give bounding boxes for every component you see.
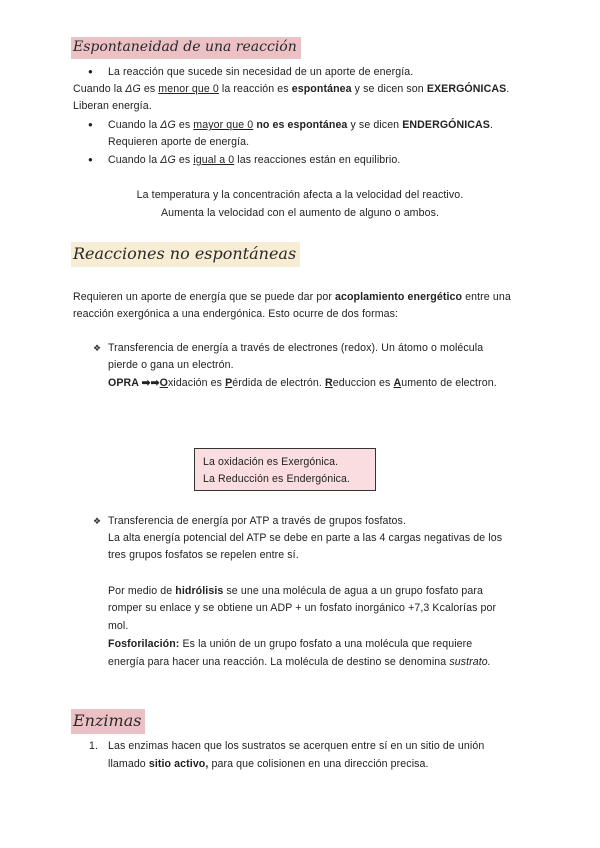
hidrolisis-text: romper su enlace y se obtiene un ADP + un fosfato inorgánico +7,3 Kcalorías por [108, 602, 497, 614]
oxidation-reduction-box [194, 448, 376, 491]
paragraph-line: Cuando la ΔG es menor que 0 la reacción es espontánea y se dicen son EXERGÓNICAS. [73, 83, 510, 95]
fosforilacion-text: Fosforilación: Es la unión de un grupo fosfato a una molécula que requiere [108, 638, 473, 650]
opra-mnemonic: OPRA ➡➡Oxidación es Pérdida de electrón. Reduccion es Aumento de electron. [108, 377, 497, 389]
box-line: La oxidación es Exergónica. [203, 456, 339, 468]
bullet-text-continuation: Requieren aporte de energía. [108, 136, 250, 148]
box-line: La Reducción es Endergónica. [203, 473, 351, 485]
paragraph-line: Requieren un aporte de energía que se puede dar por acoplamiento energético entre una [73, 291, 511, 303]
list-item-text: pierde o gana un electrón. [108, 359, 234, 371]
diamond-bullet-icon: ❖ [93, 516, 102, 526]
list-item-text: La alta energía potencial del ATP se debe en parte a las 4 cargas negativas de los [108, 532, 503, 544]
list-number: 1. [89, 740, 99, 752]
diamond-bullet-icon: ❖ [93, 343, 102, 353]
section-heading-enzimas: Enzimas [71, 709, 145, 734]
bullet-text: La reacción que sucede sin necesidad de un aporte de energía. [108, 66, 414, 78]
bullet-dot-icon: ● [88, 120, 93, 129]
bullet-text: Cuando la ΔG es mayor que 0 no es espontánea y se dicen ENDERGÓNICAS. [108, 119, 494, 131]
hidrolisis-text: mol. [108, 620, 129, 632]
list-item-text: Transferencia de energía por ATP a través de grupos fosfatos. [108, 515, 406, 527]
hidrolisis-text: Por medio de hidrólisis se une una molécula de agua a un grupo fosfato para [108, 585, 483, 597]
list-item-text: Las enzimas hacen que los sustratos se acerquen entre sí en un sitio de unión [108, 740, 485, 752]
paragraph-line: Liberan energía. [73, 100, 152, 112]
section-heading-reacciones: Reacciones no espontáneas [71, 242, 300, 267]
paragraph-line: reacción exergónica a una endergónica. Esto ocurre de dos formas: [73, 308, 399, 320]
bullet-dot-icon: ● [88, 67, 93, 76]
centered-note: La temperatura y la concentración afecta a la velocidad del reactivo. [136, 189, 464, 201]
bullet-text: Cuando la ΔG es igual a 0 las reacciones están en equilibrio. [108, 154, 401, 166]
fosforilacion-text: energía para hacer una reacción. La molécula de destino se denomina sustrato. [108, 656, 491, 668]
bullet-dot-icon: ● [88, 155, 93, 164]
list-item-text: llamado sitio activo, para que colisionen en una dirección precisa. [108, 758, 429, 770]
list-item-text: Transferencia de energía a través de electrones (redox). Un átomo o molécula [108, 342, 484, 354]
section-heading-espontaneidad: Espontaneidad de una reacción [71, 37, 301, 59]
centered-note: Aumenta la velocidad con el aumento de alguno o ambos. [160, 207, 440, 219]
list-item-text: tres grupos fosfatos se repelen entre sí. [108, 549, 299, 561]
